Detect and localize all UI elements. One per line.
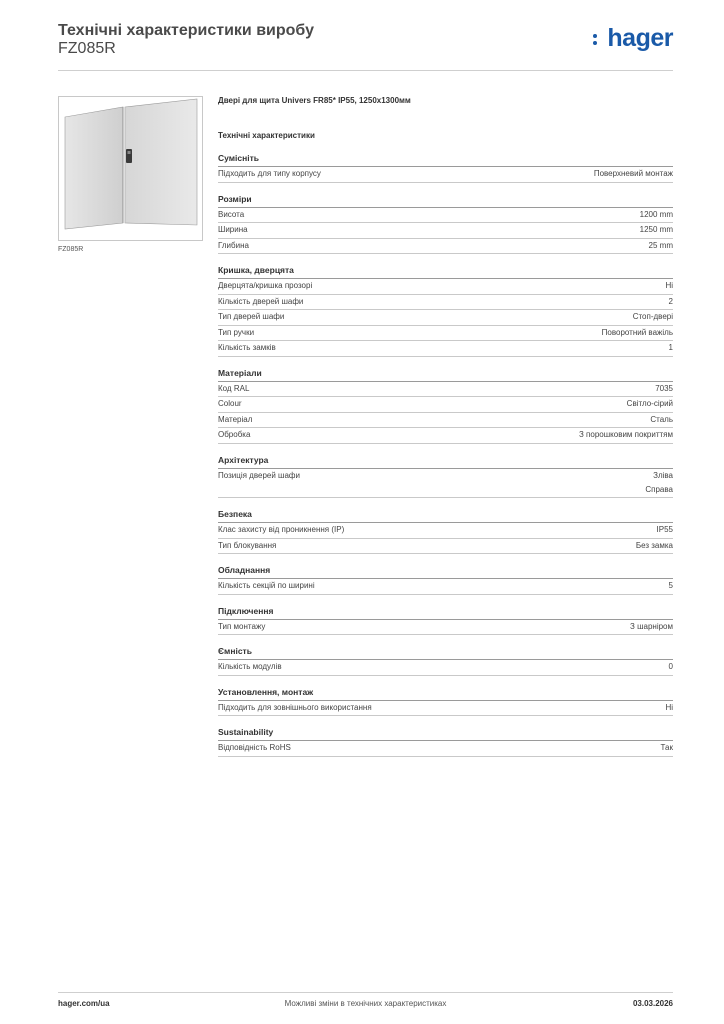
- spec-label: Клас захисту від проникнення (IP): [218, 525, 345, 534]
- spec-row: [218, 397, 673, 413]
- section-title: Установлення, монтаж: [218, 685, 673, 701]
- spec-content: [218, 95, 673, 757]
- spec-label: Підходить для типу корпусу: [218, 169, 321, 178]
- spec-value: [640, 208, 673, 222]
- section-title: Матеріали: [218, 366, 673, 382]
- spec-value-line: 2: [668, 296, 673, 306]
- spec-label: Обробка: [218, 430, 251, 439]
- spec-value: [627, 397, 673, 411]
- spec-section: [218, 563, 673, 595]
- cabinet-door-icon: [59, 97, 202, 240]
- spec-row: [218, 741, 673, 757]
- spec-value: [602, 326, 673, 340]
- spec-value: [665, 701, 673, 715]
- footer-disclaimer: Можливі зміни в технічних характеристиках: [284, 999, 447, 1008]
- hager-logo: [583, 26, 673, 56]
- spec-row: [218, 579, 673, 595]
- spec-value-line: З шарніром: [630, 621, 673, 631]
- spec-heading: Технічні характеристики: [218, 131, 315, 140]
- spec-row: [218, 279, 673, 295]
- spec-value-line: Без замка: [635, 540, 673, 550]
- spec-value: [640, 223, 673, 237]
- spec-label: Матеріал: [218, 414, 253, 424]
- spec-value-line: Стоп-двері: [632, 312, 673, 321]
- section-title: Кришка, дверцята: [218, 263, 673, 279]
- spec-value-line: 1250 mm: [639, 225, 673, 234]
- spec-section: [218, 192, 673, 255]
- spec-value-line: Світло-сірий: [626, 399, 673, 408]
- spec-label: Підходить для зовнішнього використання: [218, 702, 372, 712]
- spec-label: Відповідність RoHS: [218, 743, 291, 752]
- spec-section: [218, 263, 673, 357]
- spec-label: Тип дверей шафи: [218, 312, 285, 321]
- spec-value: [636, 539, 673, 553]
- spec-value-line: Ні: [665, 281, 673, 290]
- section-title: Безпека: [218, 507, 673, 523]
- spec-row: [218, 428, 673, 444]
- spec-value: [594, 167, 673, 181]
- spec-label: Код RAL: [218, 383, 250, 393]
- spec-section: [218, 151, 673, 183]
- spec-section: [218, 685, 673, 717]
- spec-label: Позиція дверей шафи: [218, 470, 300, 480]
- spec-row: [218, 208, 673, 224]
- page-footer: [58, 992, 673, 1013]
- product-code: FZ085R: [58, 40, 116, 57]
- spec-value: [579, 428, 673, 442]
- spec-value-line: Ні: [665, 702, 673, 712]
- spec-value: [630, 620, 673, 634]
- spec-row: [218, 660, 673, 676]
- product-image: [58, 96, 203, 241]
- spec-section: [218, 644, 673, 676]
- spec-value: [665, 279, 673, 293]
- spec-section: [218, 366, 673, 444]
- page-header: [58, 22, 673, 71]
- section-title: Ємність: [218, 644, 673, 660]
- section-title: Обладнання: [218, 563, 673, 579]
- section-title: Sustainability: [218, 725, 673, 741]
- spec-section: [218, 725, 673, 757]
- spec-value: [649, 239, 673, 253]
- spec-section: [218, 507, 673, 554]
- spec-label: Кількість дверей шафи: [218, 296, 304, 306]
- spec-label: Глибина: [218, 240, 249, 250]
- spec-value: [657, 523, 673, 537]
- spec-value-line: 1: [668, 343, 673, 352]
- section-title: Розміри: [218, 192, 673, 208]
- section-title: Сумісніть: [218, 151, 673, 167]
- spec-value: [655, 382, 673, 396]
- spec-label: Colour: [218, 399, 242, 408]
- spec-section: [218, 604, 673, 636]
- spec-value-line: Сталь: [650, 414, 673, 424]
- spec-value-line: 0: [668, 662, 673, 671]
- spec-row: [218, 310, 673, 326]
- spec-row: [218, 382, 673, 398]
- document-title: Технічні характеристики виробу: [58, 22, 314, 39]
- footer-date: 03.03.2026: [632, 999, 673, 1008]
- section-title: Підключення: [218, 604, 673, 620]
- section-title: Архітектура: [218, 453, 673, 469]
- spec-sections: [218, 151, 673, 757]
- logo-dot-icon: [593, 41, 597, 45]
- logo-text: hager: [607, 24, 673, 52]
- spec-value: [669, 660, 673, 674]
- spec-label: Дверцята/кришка прозорі: [218, 281, 313, 290]
- spec-row: [218, 239, 673, 255]
- spec-row: [218, 523, 673, 539]
- spec-label: Кількість модулів: [218, 662, 282, 671]
- spec-row: [218, 620, 673, 636]
- spec-value: [645, 469, 673, 497]
- spec-value: [633, 310, 673, 324]
- spec-row: [218, 413, 673, 429]
- spec-value: [669, 579, 673, 593]
- spec-value-line: Поворотний важіль: [601, 327, 673, 337]
- spec-value-line: Так: [660, 743, 673, 752]
- spec-row: [218, 701, 673, 717]
- product-name: Двері для щита Univers FR85* IP55, 1250x1300мм: [218, 96, 411, 105]
- spec-label: Тип монтажу: [218, 621, 266, 631]
- spec-value: [669, 295, 673, 309]
- spec-value-line: 1200 mm: [639, 209, 673, 219]
- logo-dot-icon: [593, 34, 597, 38]
- spec-label: Тип блокування: [218, 540, 277, 550]
- spec-row: [218, 469, 673, 499]
- spec-value: [669, 341, 673, 355]
- spec-value: [650, 413, 673, 427]
- spec-row: [218, 167, 673, 183]
- footer-website: hager.com/ua: [58, 999, 110, 1008]
- spec-value-line: 25 mm: [648, 240, 673, 250]
- spec-label: Ширина: [218, 225, 248, 234]
- spec-label: Кількість замків: [218, 343, 276, 352]
- spec-value-line: Справа: [645, 484, 673, 494]
- spec-row: [218, 223, 673, 239]
- spec-value-line: Зліва: [653, 470, 673, 480]
- spec-value-line: 7035: [655, 383, 673, 393]
- spec-value-line: 5: [668, 581, 673, 590]
- spec-value-line: IP55: [656, 525, 673, 534]
- spec-label: Тип ручки: [218, 327, 255, 337]
- spec-label: Висота: [218, 209, 245, 219]
- spec-value-line: З порошковим покриттям: [579, 430, 673, 439]
- spec-value: [661, 741, 673, 755]
- spec-section: [218, 453, 673, 499]
- image-caption: FZ085R: [58, 246, 84, 253]
- spec-row: [218, 295, 673, 311]
- spec-row: [218, 326, 673, 342]
- spec-row: [218, 539, 673, 555]
- spec-value-line: Поверхневий монтаж: [593, 169, 673, 178]
- spec-row: [218, 341, 673, 357]
- spec-label: Кількість секцій по ширині: [218, 581, 315, 590]
